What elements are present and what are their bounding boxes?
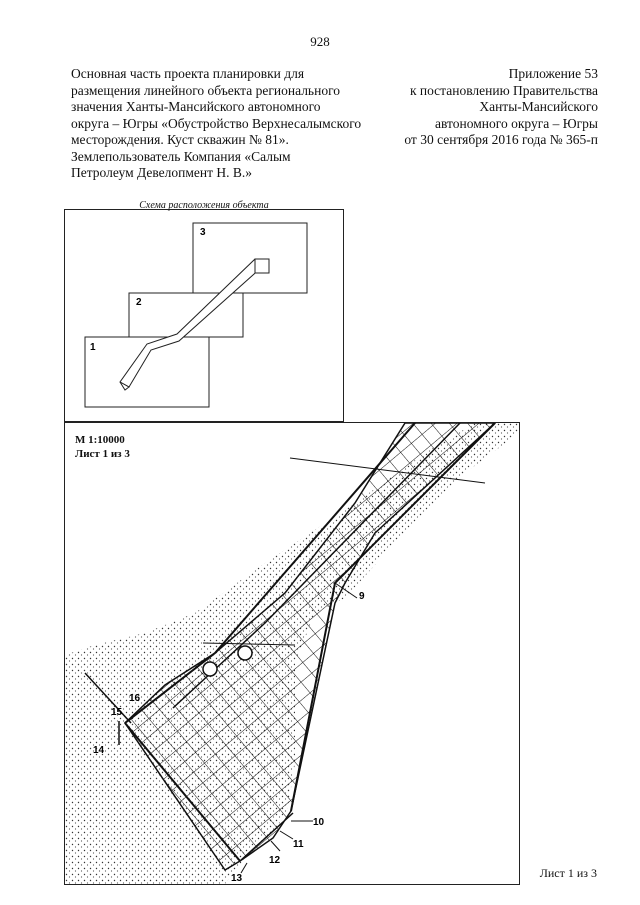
- location-scheme: [64, 209, 344, 422]
- appendix-line: к постановлению Правительства: [409, 82, 598, 98]
- scheme-title: Схема расположения объекта: [139, 200, 269, 211]
- project-description-line: значения Ханты-Мансийского автономного: [71, 99, 321, 114]
- project-description-line: округа – Югры «Обустройство Верхнесалымского: [71, 115, 362, 131]
- appendix-line: Ханты-Мансийского: [479, 99, 598, 114]
- appendix-line: Приложение 53: [508, 66, 598, 81]
- sheet-label-1: 1: [90, 342, 96, 353]
- project-description-line: размещения линейного объекта регионального: [71, 82, 341, 98]
- point-label-11: 11: [293, 839, 304, 850]
- point-label-16: 16: [129, 693, 141, 704]
- map-scale: М 1:10000: [75, 434, 125, 446]
- project-description-line: месторождения. Куст скважин № 81».: [71, 132, 289, 147]
- point-label-15: 15: [111, 707, 123, 718]
- corridor-outline: [120, 259, 263, 387]
- detail-map: [64, 422, 520, 885]
- well-pad-outline: [255, 259, 269, 273]
- page-number: 928: [310, 34, 330, 49]
- point-label-14: 14: [93, 745, 105, 756]
- sheet-label-2: 2: [136, 297, 142, 308]
- location-scheme-drawing: [65, 210, 343, 421]
- map-sheet-label: Лист 1 из 3: [75, 448, 130, 460]
- sheet-label-3: 3: [200, 227, 206, 238]
- project-description-line: Петролеум Девелопмент Н. В.»: [71, 165, 253, 180]
- point-label-9: 9: [359, 591, 365, 602]
- point-label-12: 12: [269, 855, 281, 866]
- well-marker: [203, 662, 217, 676]
- appendix-header: [348, 66, 598, 149]
- detail-map-drawing: [65, 423, 519, 884]
- appendix-line: автономного округа – Югры: [435, 115, 598, 131]
- project-description-line: Землепользователь Компания «Салым: [71, 148, 291, 164]
- project-description-line: Основная часть проекта планировки для: [71, 66, 305, 81]
- appendix-line: от 30 сентября 2016 года № 365-п: [404, 132, 598, 147]
- point-label-13: 13: [231, 873, 243, 884]
- well-marker: [238, 646, 252, 660]
- project-description: [71, 66, 391, 182]
- footer-sheet-label: Лист 1 из 3: [539, 866, 597, 880]
- point-label-10: 10: [313, 817, 325, 828]
